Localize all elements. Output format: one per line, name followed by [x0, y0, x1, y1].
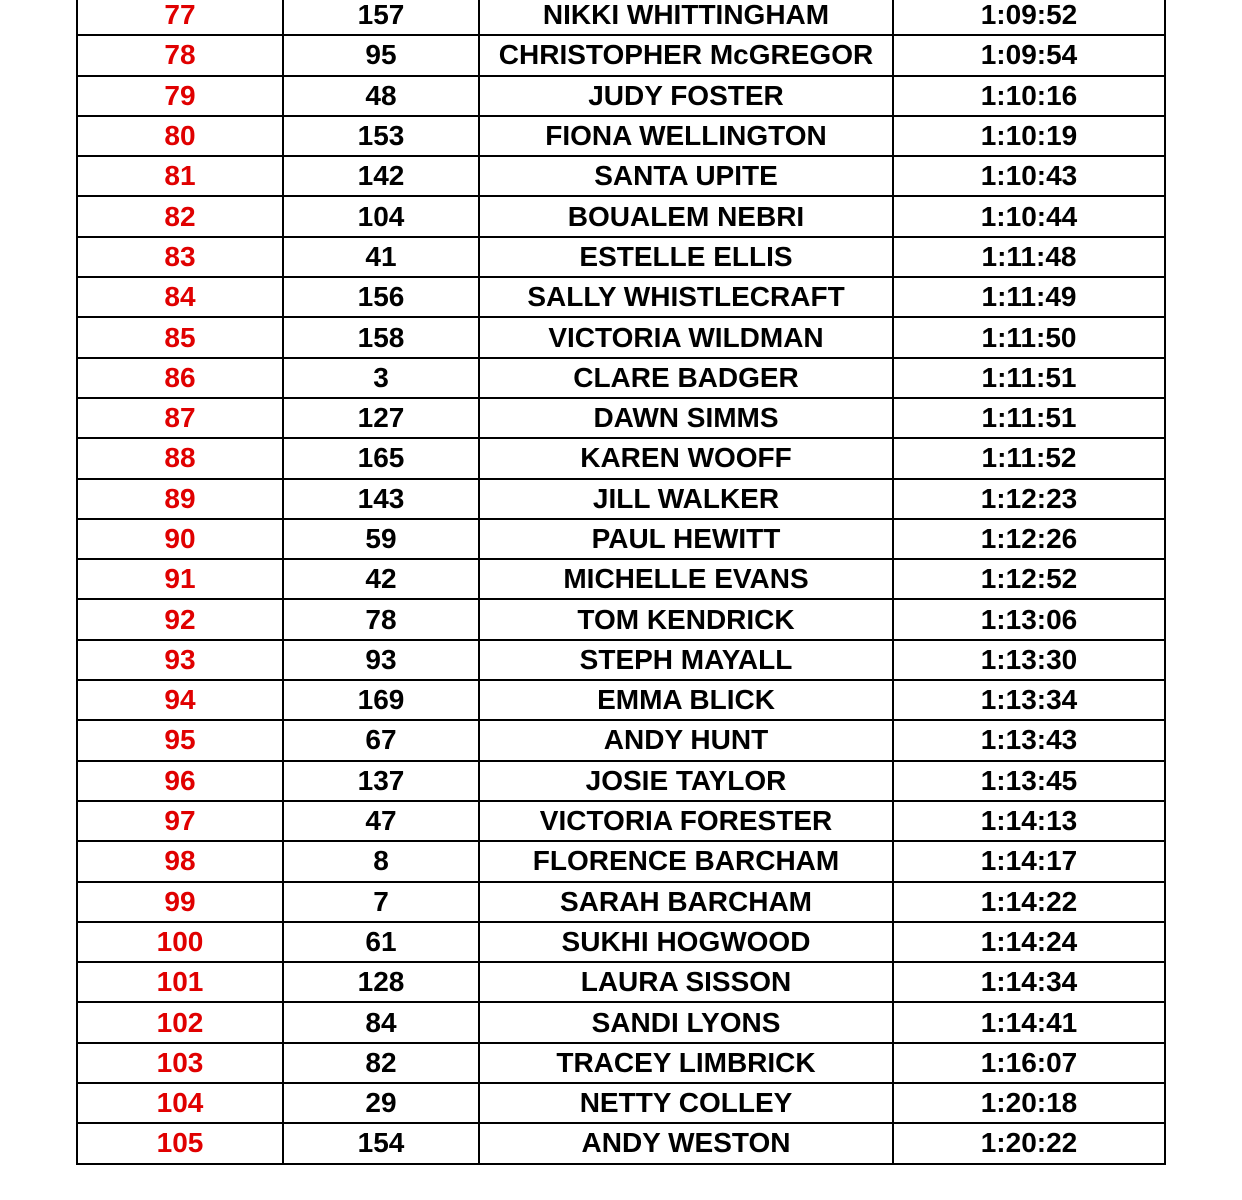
table-row: [77, 882, 1165, 922]
bib-number-cell: 128: [283, 962, 479, 1002]
position-cell: 99: [77, 882, 283, 922]
runner-name-cell: CLARE BADGER: [479, 358, 893, 398]
position-cell: 86: [77, 358, 283, 398]
bib-number-cell: 61: [283, 922, 479, 962]
runner-name-cell: SANTA UPITE: [479, 156, 893, 196]
table-row: [77, 801, 1165, 841]
runner-name-cell: JOSIE TAYLOR: [479, 761, 893, 801]
table-row: [77, 1083, 1165, 1123]
position-cell: 101: [77, 962, 283, 1002]
bib-number-cell: 47: [283, 801, 479, 841]
position-cell: 98: [77, 841, 283, 881]
position-cell: 105: [77, 1123, 283, 1163]
position-cell: 88: [77, 438, 283, 478]
finish-time-cell: 1:12:52: [893, 559, 1165, 599]
table-row: [77, 962, 1165, 1002]
bib-number-cell: 29: [283, 1083, 479, 1123]
results-table-body: [77, 0, 1165, 1164]
finish-time-cell: 1:12:23: [893, 479, 1165, 519]
bib-number-cell: 165: [283, 438, 479, 478]
position-cell: 94: [77, 680, 283, 720]
bib-number-cell: 95: [283, 35, 479, 75]
finish-time-cell: 1:10:43: [893, 156, 1165, 196]
table-row: [77, 519, 1165, 559]
runner-name-cell: TOM KENDRICK: [479, 599, 893, 639]
finish-time-cell: 1:13:45: [893, 761, 1165, 801]
table-row: [77, 317, 1165, 357]
position-cell: 81: [77, 156, 283, 196]
bib-number-cell: 158: [283, 317, 479, 357]
table-row: [77, 479, 1165, 519]
bib-number-cell: 104: [283, 196, 479, 236]
finish-time-cell: 1:09:54: [893, 35, 1165, 75]
runner-name-cell: NETTY COLLEY: [479, 1083, 893, 1123]
runner-name-cell: JUDY FOSTER: [479, 76, 893, 116]
position-cell: 93: [77, 640, 283, 680]
position-cell: 95: [77, 720, 283, 760]
finish-time-cell: 1:12:26: [893, 519, 1165, 559]
finish-time-cell: 1:13:34: [893, 680, 1165, 720]
runner-name-cell: TRACEY LIMBRICK: [479, 1043, 893, 1083]
bib-number-cell: 59: [283, 519, 479, 559]
table-row: [77, 1043, 1165, 1083]
table-row: [77, 0, 1165, 35]
table-row: [77, 35, 1165, 75]
position-cell: 91: [77, 559, 283, 599]
position-cell: 85: [77, 317, 283, 357]
bib-number-cell: 41: [283, 237, 479, 277]
finish-time-cell: 1:11:50: [893, 317, 1165, 357]
bib-number-cell: 7: [283, 882, 479, 922]
position-cell: 82: [77, 196, 283, 236]
finish-time-cell: 1:13:06: [893, 599, 1165, 639]
runner-name-cell: CHRISTOPHER McGREGOR: [479, 35, 893, 75]
bib-number-cell: 84: [283, 1002, 479, 1042]
bib-number-cell: 8: [283, 841, 479, 881]
runner-name-cell: LAURA SISSON: [479, 962, 893, 1002]
bib-number-cell: 153: [283, 116, 479, 156]
position-cell: 90: [77, 519, 283, 559]
bib-number-cell: 137: [283, 761, 479, 801]
position-cell: 96: [77, 761, 283, 801]
bib-number-cell: 78: [283, 599, 479, 639]
position-cell: 84: [77, 277, 283, 317]
runner-name-cell: DAWN SIMMS: [479, 398, 893, 438]
finish-time-cell: 1:13:30: [893, 640, 1165, 680]
runner-name-cell: FIONA WELLINGTON: [479, 116, 893, 156]
runner-name-cell: SANDI LYONS: [479, 1002, 893, 1042]
table-row: [77, 640, 1165, 680]
finish-time-cell: 1:16:07: [893, 1043, 1165, 1083]
position-cell: 104: [77, 1083, 283, 1123]
position-cell: 103: [77, 1043, 283, 1083]
runner-name-cell: SALLY WHISTLECRAFT: [479, 277, 893, 317]
finish-time-cell: 1:11:48: [893, 237, 1165, 277]
runner-name-cell: VICTORIA FORESTER: [479, 801, 893, 841]
finish-time-cell: 1:10:44: [893, 196, 1165, 236]
table-row: [77, 116, 1165, 156]
bib-number-cell: 42: [283, 559, 479, 599]
finish-time-cell: 1:14:24: [893, 922, 1165, 962]
table-row: [77, 922, 1165, 962]
bib-number-cell: 48: [283, 76, 479, 116]
table-row: [77, 720, 1165, 760]
bib-number-cell: 142: [283, 156, 479, 196]
position-cell: 79: [77, 76, 283, 116]
bib-number-cell: 127: [283, 398, 479, 438]
runner-name-cell: SUKHI HOGWOOD: [479, 922, 893, 962]
finish-time-cell: 1:11:49: [893, 277, 1165, 317]
table-row: [77, 841, 1165, 881]
table-row: [77, 237, 1165, 277]
runner-name-cell: SARAH BARCHAM: [479, 882, 893, 922]
position-cell: 97: [77, 801, 283, 841]
runner-name-cell: NIKKI WHITTINGHAM: [479, 0, 893, 35]
finish-time-cell: 1:14:13: [893, 801, 1165, 841]
bib-number-cell: 154: [283, 1123, 479, 1163]
runner-name-cell: STEPH MAYALL: [479, 640, 893, 680]
table-row: [77, 438, 1165, 478]
finish-time-cell: 1:14:17: [893, 841, 1165, 881]
table-row: [77, 277, 1165, 317]
bib-number-cell: 156: [283, 277, 479, 317]
results-sheet: [76, 0, 1164, 1165]
runner-name-cell: FLORENCE BARCHAM: [479, 841, 893, 881]
position-cell: 92: [77, 599, 283, 639]
finish-time-cell: 1:09:52: [893, 0, 1165, 35]
runner-name-cell: ANDY HUNT: [479, 720, 893, 760]
position-cell: 77: [77, 0, 283, 35]
finish-time-cell: 1:11:51: [893, 358, 1165, 398]
table-row: [77, 680, 1165, 720]
finish-time-cell: 1:11:52: [893, 438, 1165, 478]
bib-number-cell: 143: [283, 479, 479, 519]
bib-number-cell: 67: [283, 720, 479, 760]
runner-name-cell: JILL WALKER: [479, 479, 893, 519]
position-cell: 87: [77, 398, 283, 438]
runner-name-cell: MICHELLE EVANS: [479, 559, 893, 599]
position-cell: 89: [77, 479, 283, 519]
runner-name-cell: KAREN WOOFF: [479, 438, 893, 478]
bib-number-cell: 3: [283, 358, 479, 398]
table-row: [77, 761, 1165, 801]
finish-time-cell: 1:14:41: [893, 1002, 1165, 1042]
table-row: [77, 156, 1165, 196]
runner-name-cell: BOUALEM NEBRI: [479, 196, 893, 236]
position-cell: 83: [77, 237, 283, 277]
runner-name-cell: VICTORIA WILDMAN: [479, 317, 893, 357]
finish-time-cell: 1:11:51: [893, 398, 1165, 438]
table-row: [77, 196, 1165, 236]
finish-time-cell: 1:20:22: [893, 1123, 1165, 1163]
finish-time-cell: 1:14:22: [893, 882, 1165, 922]
finish-time-cell: 1:10:16: [893, 76, 1165, 116]
bib-number-cell: 157: [283, 0, 479, 35]
runner-name-cell: ESTELLE ELLIS: [479, 237, 893, 277]
table-row: [77, 559, 1165, 599]
runner-name-cell: ANDY WESTON: [479, 1123, 893, 1163]
finish-time-cell: 1:10:19: [893, 116, 1165, 156]
position-cell: 102: [77, 1002, 283, 1042]
runner-name-cell: PAUL HEWITT: [479, 519, 893, 559]
table-row: [77, 76, 1165, 116]
table-row: [77, 599, 1165, 639]
finish-time-cell: 1:14:34: [893, 962, 1165, 1002]
table-row: [77, 1002, 1165, 1042]
table-row: [77, 1123, 1165, 1163]
finish-time-cell: 1:13:43: [893, 720, 1165, 760]
finish-time-cell: 1:20:18: [893, 1083, 1165, 1123]
position-cell: 100: [77, 922, 283, 962]
position-cell: 78: [77, 35, 283, 75]
runner-name-cell: EMMA BLICK: [479, 680, 893, 720]
table-row: [77, 358, 1165, 398]
position-cell: 80: [77, 116, 283, 156]
bib-number-cell: 82: [283, 1043, 479, 1083]
bib-number-cell: 169: [283, 680, 479, 720]
table-row: [77, 398, 1165, 438]
results-table: [76, 0, 1166, 1165]
bib-number-cell: 93: [283, 640, 479, 680]
